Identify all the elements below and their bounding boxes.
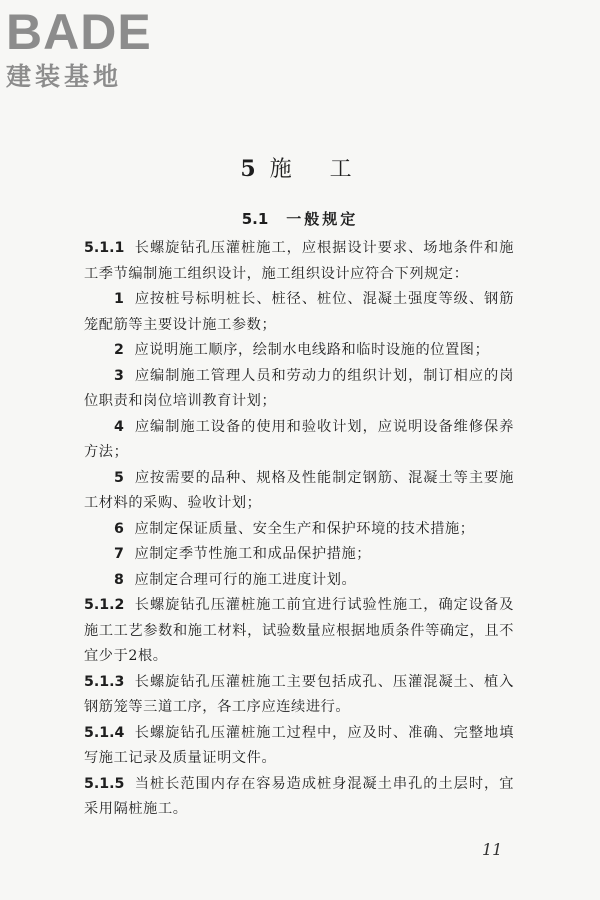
list-item: [84, 568, 514, 594]
item-text: 应按桩号标明桩长、桩径、桩位、混凝土强度等级、钢筋笼配筋等主要设计施工参数；: [84, 291, 514, 333]
list-item: [84, 542, 514, 568]
clause-number: 5.1.1: [84, 240, 125, 256]
bade-logo: [6, 6, 176, 94]
clause-text: 当桩长范围内存在容易造成桩身混凝土串孔的土层时，宜采用隔桩施工。: [84, 775, 514, 817]
item-number: 6: [114, 520, 125, 537]
chapter-number: 5: [240, 156, 256, 182]
chapter-title: [0, 152, 600, 183]
list-item: [84, 466, 514, 517]
item-number: 8: [114, 571, 125, 588]
list-item: [84, 338, 514, 364]
clause-number: 5.1.5: [84, 775, 125, 792]
document-body: [84, 236, 514, 823]
item-number: 2: [114, 342, 125, 358]
logo-wordmark: BADE: [6, 4, 152, 60]
clause-5-1-1: [84, 236, 514, 287]
clause-text: 长螺旋钻孔压灌桩施工过程中，应及时、准确、完整地填写施工记录及质量证明文件。: [84, 724, 514, 766]
clause-text: 长螺旋钻孔压灌桩施工前宜进行试验性施工，确定设备及施工工艺参数和施工材料，试验数量应根据地质条件等确定，且不宜少于2根。: [84, 597, 514, 664]
item-number: 5: [114, 469, 125, 486]
item-text: 应制定合理可行的施工进度计划。: [134, 571, 357, 588]
item-number: 1: [114, 291, 125, 307]
section-title-text: 一般规定: [286, 210, 359, 228]
item-text: 应按需要的品种、规格及性能制定钢筋、混凝土等主要施工材料的采购、验收计划；: [84, 469, 514, 511]
item-text: 应编制施工管理人员和劳动力的组织计划，制订相应的岗位职责和岗位培训教育计划；: [84, 367, 514, 409]
section-number: 5.1: [241, 210, 269, 228]
chapter-title-text: 施 工: [269, 157, 360, 182]
page-number: 11: [482, 840, 503, 859]
item-text: 应制定保证质量、安全生产和保护环境的技术措施；: [134, 520, 475, 537]
item-text: 应编制施工设备的使用和验收计划，应说明设备维修保养方法；: [84, 418, 514, 460]
section-title: [0, 208, 600, 229]
clause-text: 长螺旋钻孔压灌桩施工，应根据设计要求、场地条件和施工季节编制施工组织设计，施工组织设计应符合下列规定：: [84, 240, 514, 282]
clause-text: 长螺旋钻孔压灌桩施工主要包括成孔、压灌混凝土、植入钢筋笼等三道工序，各工序应连续进行。: [84, 673, 514, 715]
list-item: [84, 364, 514, 415]
clause-5-1-5: [84, 772, 514, 823]
clause-5-1-4: [84, 721, 514, 772]
logo-subtitle: 建装基地: [6, 62, 123, 91]
clause-number: 5.1.3: [84, 673, 125, 690]
list-item: [84, 287, 514, 338]
list-item: [84, 517, 514, 543]
item-number: 4: [114, 418, 125, 435]
clause-number: 5.1.2: [84, 597, 125, 613]
list-item: [84, 415, 514, 466]
clause-number: 5.1.4: [84, 724, 125, 741]
item-number: 3: [114, 367, 125, 384]
item-text: 应说明施工顺序，绘制水电线路和临时设施的位置图；: [134, 342, 490, 358]
clause-5-1-2: [84, 593, 514, 670]
clause-5-1-3: [84, 670, 514, 721]
item-number: 7: [114, 546, 125, 562]
item-text: 应制定季节性施工和成品保护措施；: [134, 546, 372, 562]
